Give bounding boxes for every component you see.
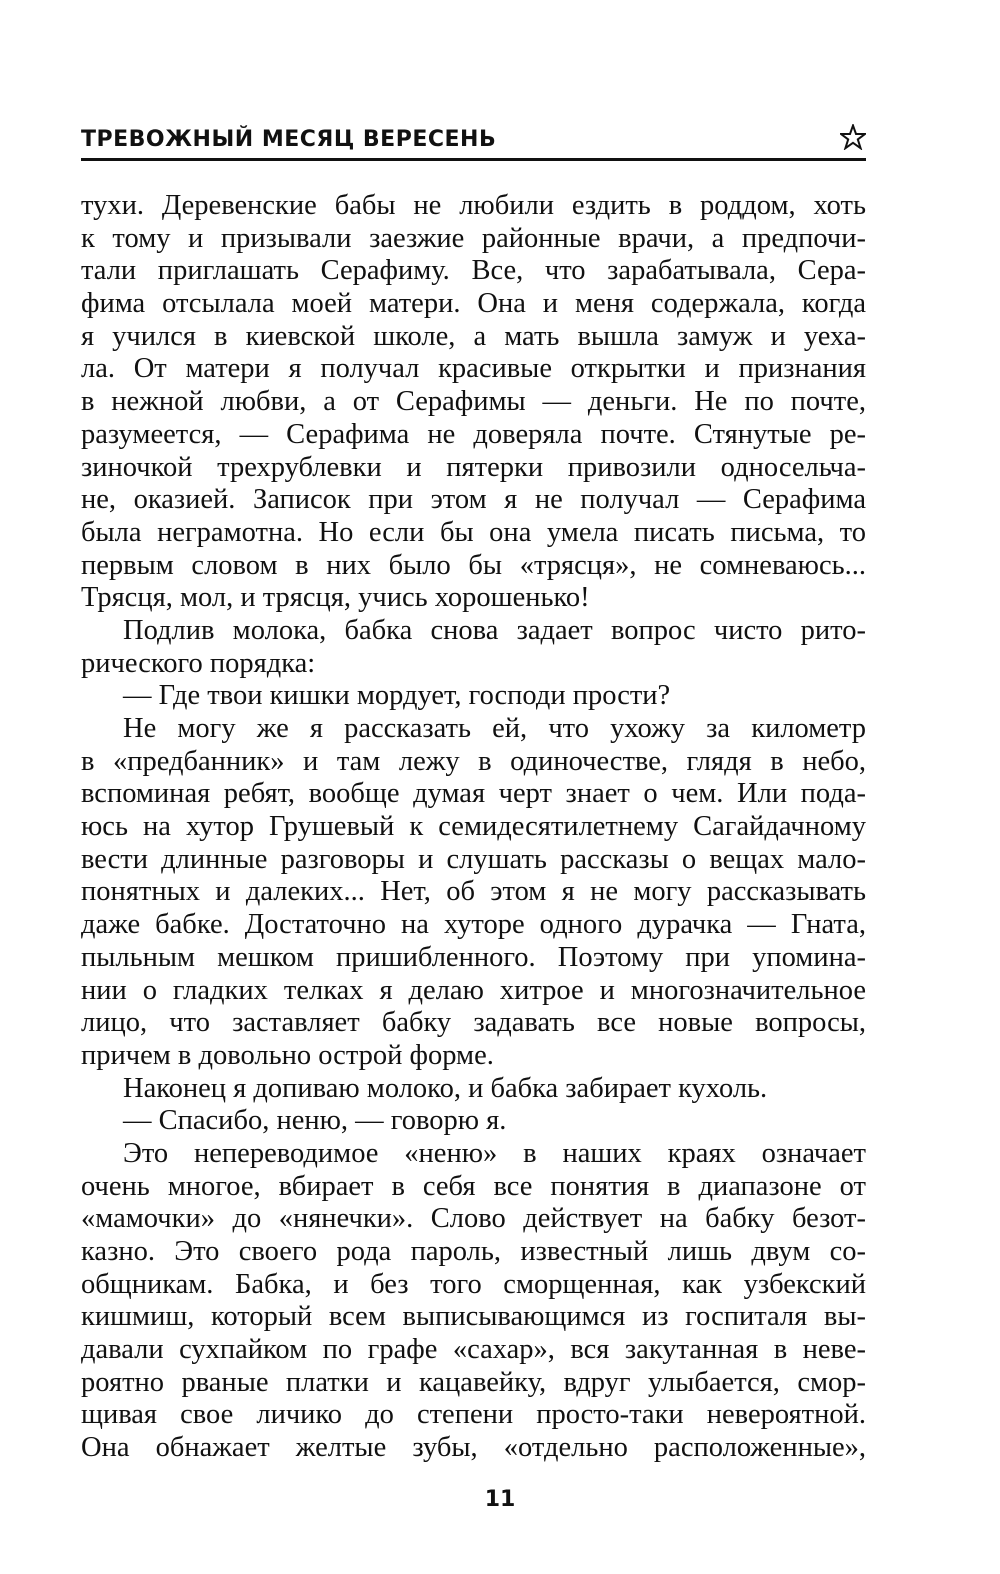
page-number: 11: [484, 1487, 516, 1512]
text-line: тухи. Деревенские бабы не любили ездить в роддом, хоть: [81, 190, 866, 221]
text-line: фима отсылала моей матери. Она и меня содержала, когда: [81, 288, 866, 320]
text-line: кишмиш, который всем выписывающимся из госпиталя вы-: [81, 1301, 866, 1333]
body-text: [81, 190, 866, 1465]
text-line: рического порядка:: [81, 647, 316, 679]
text-line: юсь на хутор Грушевый к семидесятилетнему Сагайдачному: [81, 811, 866, 843]
text-line: даже бабке. Достаточно на хуторе одного дурачка — Гната,: [81, 909, 866, 941]
text-line: я учился в киевской школе, а мать вышла замуж и уеха-: [81, 320, 866, 352]
text-line: «мамочки» до «нянечки». Слово действует на бабку безот-: [81, 1203, 866, 1235]
text-line: к тому и призывали заезжие районные врачи, а предпочи-: [81, 222, 866, 254]
text-line: зиночкой трехрублевки и пятерки привозили односельча-: [81, 451, 866, 483]
text-line: не, оказией. Записок при этом я не получал — Серафима: [81, 484, 866, 516]
text-line: ла. От матери я получал красивые открытки и признания: [81, 353, 866, 385]
text-line: лицо, что заставляет бабку задавать все новые вопросы,: [81, 1007, 866, 1039]
text-line: пыльным мешком пришибленного. Поэтому при упомина-: [81, 941, 866, 973]
text-line: разумеется, — Серафима не доверяла почте. Стянутые ре-: [81, 418, 866, 450]
dialogue-line: — Где твои кишки мордует, господи прости?: [123, 680, 671, 712]
text-line: казно. Это своего рода пароль, известный лишь двум со-: [81, 1236, 866, 1267]
text-line: в «предбанник» и там лежу в одиночестве, глядя в небо,: [81, 745, 866, 777]
text-line: понятных и далеких... Нет, об этом я не могу рассказывать: [81, 876, 866, 908]
text-line: роятно рваные платки и кацавейку, вдруг улыбается, смор-: [81, 1366, 866, 1398]
text-line: нии о гладких телках я делаю хитрое и многозначительное: [81, 974, 866, 1006]
text-line: Наконец я допиваю молоко, и бабка забирает кухоль.: [123, 1072, 768, 1104]
text-line: Не могу же я рассказать ей, что ухожу за километр: [123, 713, 866, 744]
text-line: общникам. Бабка, и без того сморщенная, как узбекский: [81, 1268, 866, 1300]
text-line: вести длинные разговоры и слушать рассказы о вещах мало-: [81, 843, 866, 875]
text-line: Трясця, мол, и трясця, учись хорошенько!: [81, 582, 590, 614]
text-line: была неграмотна. Но если бы она умела писать письма, то: [81, 516, 866, 548]
text-line: очень многое, вбирает в себя все понятия в диапазоне от: [81, 1170, 866, 1202]
text-line: Это непереводимое «неню» в наших краях означает: [123, 1137, 866, 1169]
text-line: Она обнажает желтые зубы, «отдельно расположенные»,: [81, 1432, 866, 1464]
text-line: первым словом в них было бы «трясця», не сомневаюсь...: [81, 549, 866, 581]
running-title: ТРЕВОЖНЫЙ МЕСЯЦ ВЕРЕСЕНЬ: [81, 127, 497, 152]
running-header: [81, 112, 866, 161]
text-line: в нежной любви, а от Серафимы — деньги. Не по почте,: [81, 386, 866, 418]
text-line: давали сухпайком по графе «сахар», вся закутанная в неве-: [81, 1334, 866, 1366]
star-outline-icon: [840, 124, 866, 150]
text-line: тали приглашать Серафиму. Все, что зарабатывала, Сера-: [81, 255, 866, 287]
text-line: причем в довольно острой форме.: [81, 1039, 494, 1071]
text-line: вспоминая ребят, вообще думая черт знает о чем. Или пода-: [81, 778, 866, 810]
dialogue-line: — Спасибо, неню, — говорю я.: [123, 1105, 507, 1137]
text-line: щивая свое личико до степени просто-таки невероятной.: [81, 1399, 866, 1431]
text-line: Подлив молока, бабка снова задает вопрос чисто рито-: [123, 614, 866, 646]
